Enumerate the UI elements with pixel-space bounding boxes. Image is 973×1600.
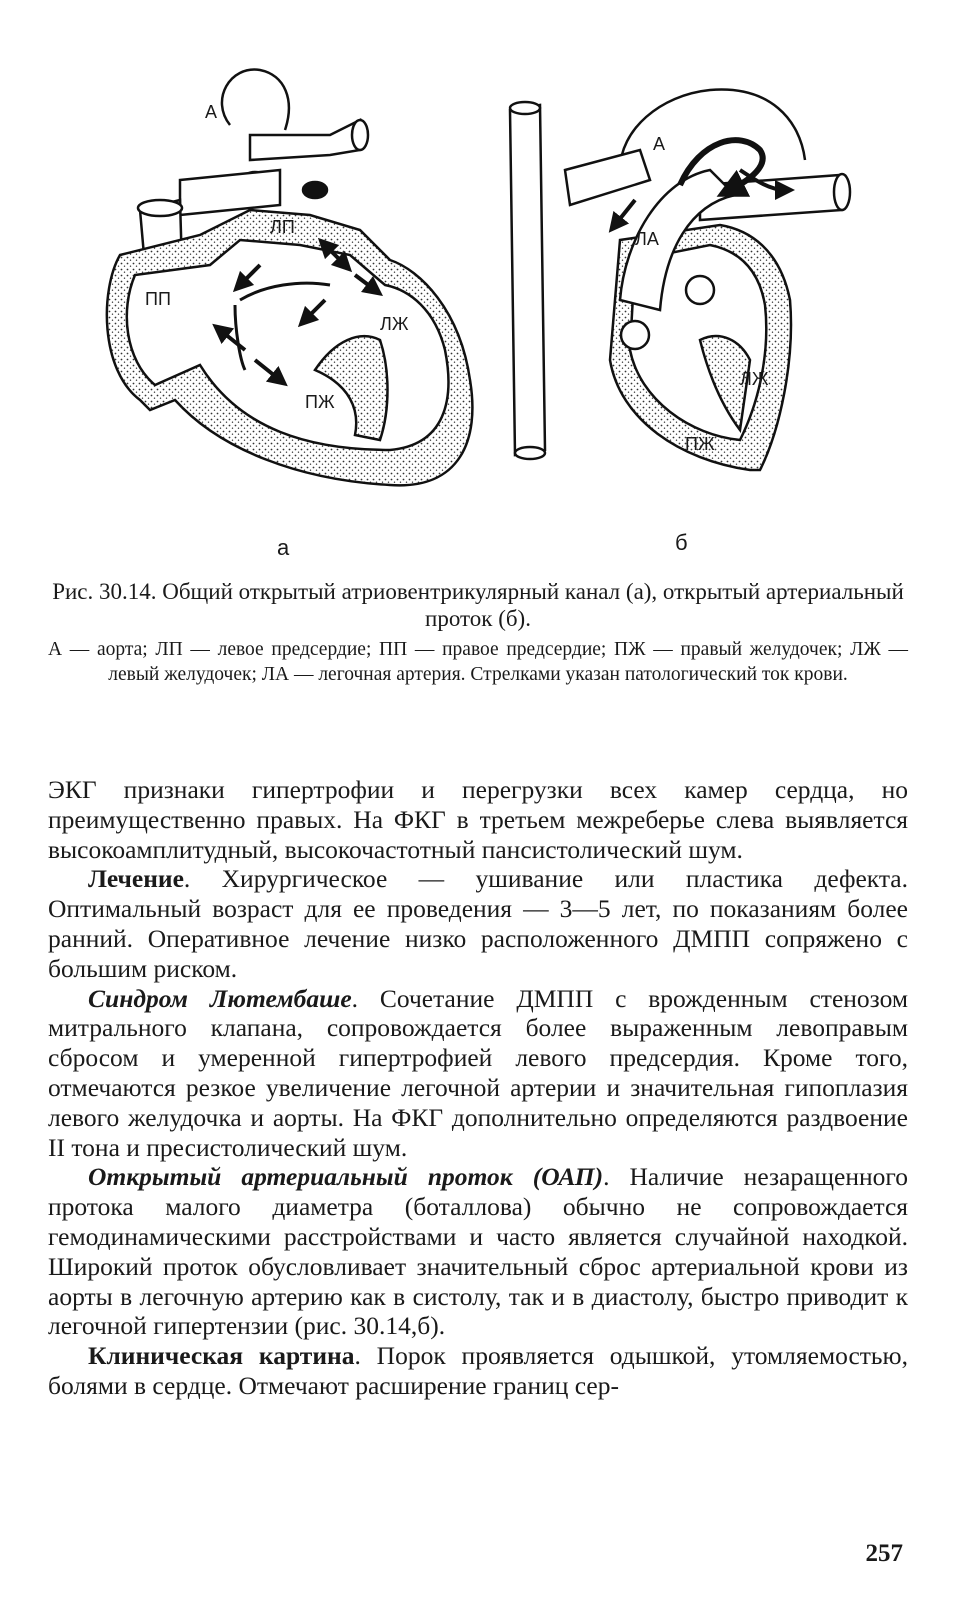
label-b-rv: ПЖ [685,434,715,454]
label-b-lv: ЛЖ [740,369,769,389]
paragraph-1: ЭКГ признаки гипертрофии и перегрузки всех камер сердца, но преимущественно правых. На ФКГ в третьем межреберье слева выявляется высокоамплитудный, высокочастотный пансистолический шум. [48,775,908,864]
label-b-aorta: А [653,134,666,154]
paragraph-5-text: . Порок проявляется одышкой, утомляемостью, болями в сердце. Отмечают расширение границ сер- [48,1341,908,1400]
paragraph-3-text: . Сочетание ДМПП с врожденным стенозом митрального клапана, сопровождается более выраженным левоправым сбросом и умеренной гипертрофией левого предсердия. Кроме того, отмечаются резкое увеличение легочной артерии и значительная гипоплазия левого желудочка и аорты. На ФКГ дополнительно определяются раздвоение II тона и пресистолический шум. [48,983,908,1162]
heading-clinical-picture: Клиническая картина [88,1341,355,1371]
label-a-rv: ПЖ [305,392,335,412]
heading-lutembacher: Синдром Лютембаше [88,983,352,1013]
panel-b-heart [510,90,850,470]
paragraph-2-text: . Хирургическое — ушивание или пластика дефекта. Оптимальный возраст для ее проведения — 3—5 лет, по показаниям более ранний. Оперативное лечение низко расположенного ДМПП сопряжено с большим риском. [48,864,908,983]
label-a-ra: ПП [145,289,171,309]
figure-caption: Рис. 30.14. Общий открытый атриовентрикулярный канал (а), открытый артериальный проток (б). [52,579,904,631]
label-a-lv: ЛЖ [380,314,409,334]
heading-pda: Открытый артериальный проток (ОАП) [88,1162,604,1192]
label-a-aorta: А [205,102,218,122]
label-a-la: ЛП [270,217,295,237]
paragraph-3 [48,984,908,1163]
heading-treatment: Лечение [88,864,184,894]
page-number: 257 [865,1540,903,1567]
panel-b-label: б [675,530,688,555]
panel-a-heart [107,70,473,486]
figure-legend: А — аорта; ЛП — левое предсердие; ПП — правое предсердие; ПЖ — правый желудочек; ЛЖ — левый желудочек; ЛА — легочная артерия. Стрелками указан патологический ток крови. [48,639,908,685]
paragraph-4 [48,1162,908,1341]
paragraph-5 [48,1341,908,1401]
figure-30-14 [60,40,920,570]
paragraph-2 [48,864,908,983]
label-b-pa: ЛА [635,229,659,249]
paragraph-4-text: . Наличие незаращенного протока малого диаметра (боталлова) обычно не сопровождается гемодинамическими расстройствами и часто является случайной находкой. Широкий проток обусловливает значительный сброс артериальной крови из аорты в легочную артерию как в систолу, так и в диастолу, быстро приводит к легочной гипертензии (рис. 30.14,б). [48,1162,908,1341]
heart-diagrams [60,40,920,570]
panel-a-label: а [277,535,290,560]
body-text [48,775,908,1401]
